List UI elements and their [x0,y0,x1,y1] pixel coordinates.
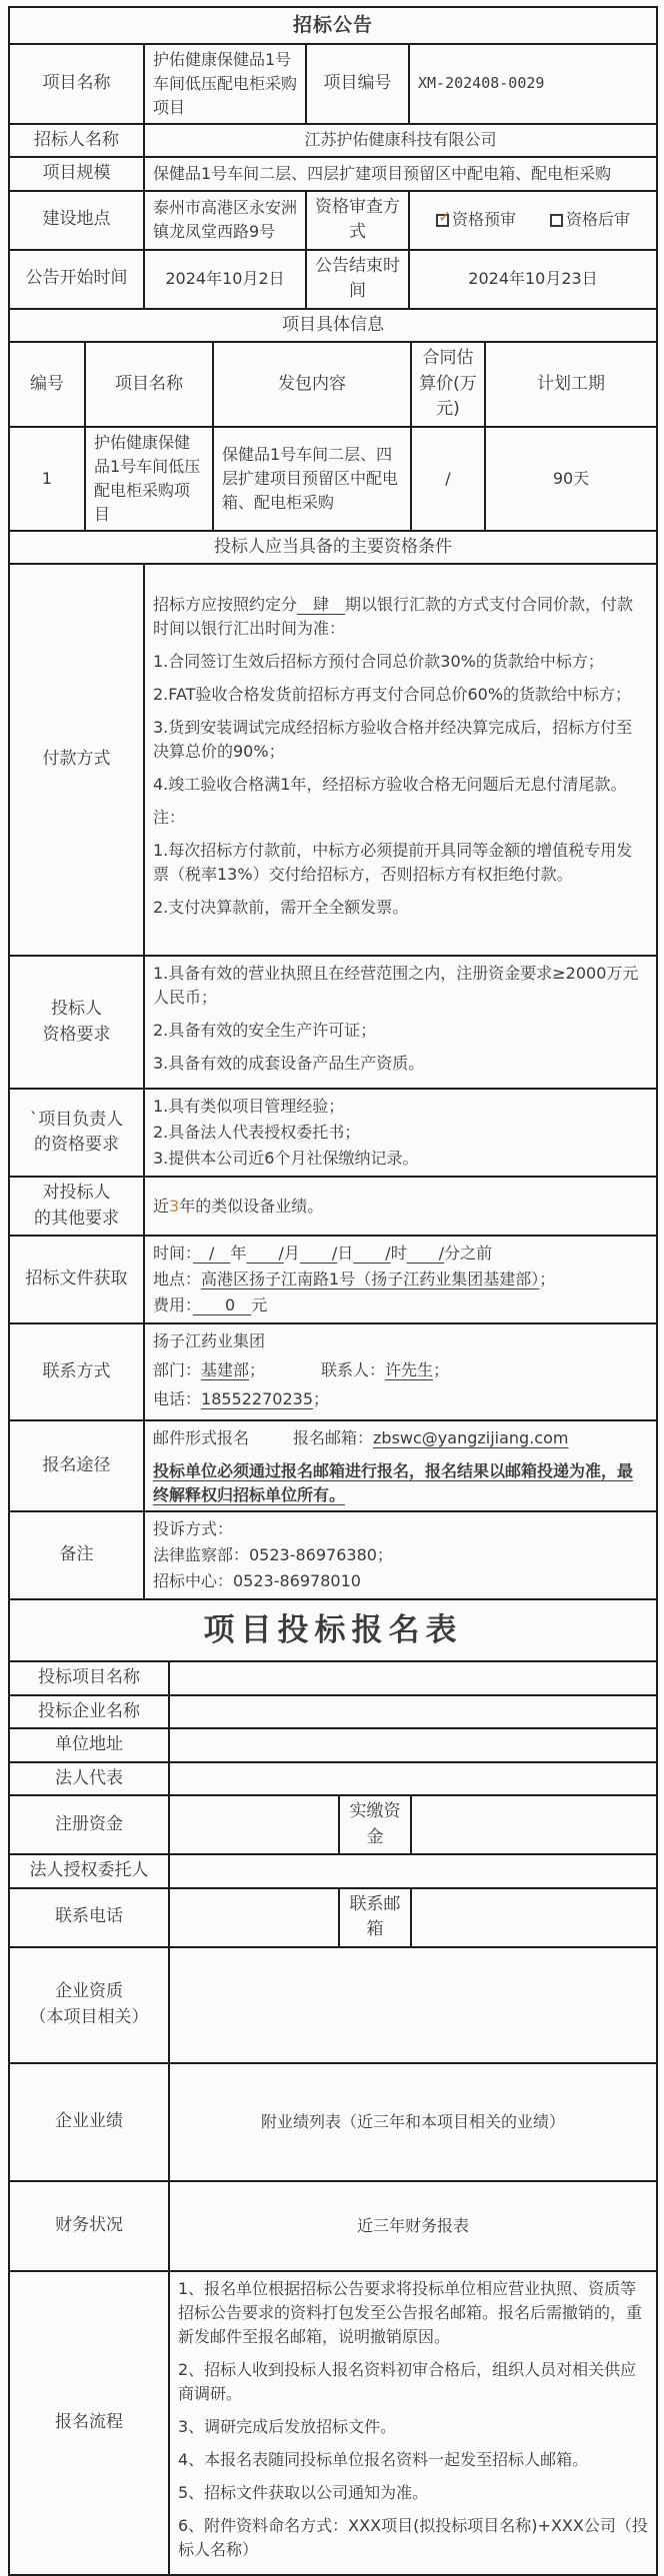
announce-end-value: 2024年10月23日 [409,250,657,309]
column-header-estimated-price: 合同估算价(万元) [411,342,485,427]
form-company-name-label: 投标企业名称 [9,1695,169,1729]
prequalification-option-label: 资格预审 [451,210,516,229]
project-manager-requirements-label [9,1089,144,1177]
place-label: 地点： [153,1270,202,1288]
table-row [9,427,657,531]
form-legal-rep-value [169,1762,657,1796]
form-company-qualification-label [9,1947,169,2063]
bidder-qualification-header: 投标人应当具备的主要资格条件 [9,531,657,565]
payment-item: 4.竣工验收合格满1年，经招标方验收合格无问题后无息付清尾款。 [153,775,627,794]
time-blank: / [193,1244,231,1263]
postqualification-option-label: 资格后审 [566,210,631,229]
form-authorized-agent-label: 法人授权委托人 [9,1854,169,1888]
row-planned-duration-cell: 90天 [485,427,657,531]
payment-installments-blank: 肆 [297,595,346,614]
form-performance-value: 附业绩列表（近三年和本项目相关的业绩） [169,2063,657,2181]
dept-punct: ； [249,1360,266,1379]
remarks-content [144,1511,657,1599]
form-paid-capital-value [411,1795,657,1854]
contact-person-value: 许先生 [385,1360,434,1379]
acquisition-time-line [153,1242,648,1266]
form-paid-capital-label: 实缴资金 [339,1795,411,1854]
announcement-title: 招标公告 [9,7,657,44]
dept-label: 部门： [153,1360,202,1379]
document-acquisition-content [144,1236,657,1323]
column-header-planned-duration: 计划工期 [485,342,657,427]
bidder-requirement-item: 2.具备有效的安全生产许可证； [153,1021,377,1040]
phone-label: 电话： [153,1389,202,1408]
announce-end-label: 公告结束时间 [306,250,409,309]
registration-form-table [8,1598,658,2576]
form-address-label: 单位地址 [9,1728,169,1762]
form-company-qualification-label-line: （本项目相关） [29,2006,149,2027]
registration-channel-label: 报名途径 [9,1420,144,1511]
form-email-label: 联系邮箱 [339,1888,411,1947]
form-company-qualification-label-line: 企业资质 [55,1981,123,2001]
project-number-label: 项目编号 [306,44,409,124]
process-step: 5、招标文件获取以公司通知为准。 [178,2482,429,2502]
time-text: 年 [230,1244,247,1263]
checkbox-checked-icon [436,207,452,227]
other-requirements-label-line: 的其他要求 [34,1208,119,1229]
payment-intro-text: 期以银行汇款的方式支付合同价款，付款时间以银行汇出时间为准： [153,595,634,638]
project-manager-requirements-content [144,1089,657,1177]
time-text: 时 [390,1244,407,1263]
bidder-requirements-label [9,956,144,1089]
other-requirements-years: 3 [169,1196,180,1216]
registration-email-address: zbswc@yangzijiang.com [373,1428,569,1447]
email-registration-text: 邮件形式报名 [153,1428,250,1447]
phone-value: 18552270235 [201,1389,313,1408]
form-registered-capital-value [169,1795,339,1854]
document-acquisition-label: 招标文件获取 [9,1236,144,1323]
registration-form-title: 项目投标报名表 [9,1599,657,1661]
contact-person-punct: ； [433,1360,450,1379]
bidder-requirement-item: 1.具备有效的营业执照且在经营范围之内，注册资金要求≥2000万元人民币； [153,964,639,1007]
payment-method-label: 付款方式 [9,564,144,956]
check-mark-icon: ✓ [437,207,452,226]
contact-info-label: 联系方式 [9,1323,144,1420]
registration-email-line [153,1426,648,1450]
form-company-name-value [169,1695,657,1729]
dept-value: 基建部 [201,1360,250,1379]
qualification-review-label: 资格审查方式 [306,191,409,250]
bidder-requirements-label-line: 投标人 [51,999,102,1019]
remarks-line: 招标中心：0523-86978010 [153,1571,361,1590]
tenderer-name-label: 招标人名称 [9,124,144,158]
manager-requirement-item: 3.提供本公司近6个月社保缴纳记录。 [153,1149,419,1168]
prequalification-checkbox[interactable] [436,207,516,229]
other-requirements-label [9,1177,144,1236]
process-step: 3、调研完成后发放招标文件。 [178,2416,397,2436]
time-blank: / [246,1244,284,1263]
process-step: 1、报名单位根据招标公告要求将投标单位相应营业执照、资质等招标公告要求的资料打包发至公告报名邮箱。报名后需撤销的，重新发邮件至报名邮箱，说明撤销原因。 [178,2278,643,2346]
construction-site-value: 泰州市高港区永安洲镇龙凤堂西路9号 [144,191,306,250]
time-blank: / [299,1244,338,1263]
form-registered-capital-label: 注册资金 [9,1795,169,1854]
column-header-number: 编号 [9,342,85,427]
place-value: 高港区扬子江南路1号（扬子江药业集团基建部） [201,1270,540,1288]
announce-start-value: 2024年10月2日 [144,250,306,309]
form-address-value [169,1728,657,1762]
project-name-value: 护佑健康保健品1号车间低压配电柜采购项目 [144,44,306,124]
process-step: 6、附件资料命名方式：XXX项目(拟投标项目名称)+XXX公司（投标人名称） [178,2515,648,2559]
form-email-value [411,1888,657,1947]
remarks-line: 法律监察部：0523-86976380； [153,1545,393,1564]
other-requirements-label-line: 对投标人 [42,1183,111,1203]
acquisition-place-line [153,1268,648,1291]
row-project-name-cell: 护佑健康保健品1号车间低压配电柜采购项目 [85,427,213,531]
fee-value: 0 [193,1295,252,1314]
payment-intro-text: 招标方应按照约定分 [153,595,298,614]
requirements-table [8,563,658,1600]
time-text: 月 [283,1244,300,1263]
payment-note-item: 1.每次招标方付款前，中标方必须提前开具同等金额的增值税专用发票（税率13%）交付给招标方，否则招标方有权拒绝付款。 [153,841,633,884]
time-blank: / [406,1244,445,1263]
registration-notice: 投标单位必须通过报名邮箱进行报名，报名结果以邮箱投递为准，最终解释权归招标单位所有。 [153,1461,634,1504]
tenderer-name-value: 江苏护佑健康科技有限公司 [144,124,657,158]
manager-requirement-item: 2.具备法人代表授权委托书； [153,1123,361,1142]
form-finance-label: 财务状况 [9,2181,169,2271]
other-requirements-content [144,1177,657,1236]
remarks-line: 投诉方式： [153,1519,234,1538]
announcement-header-table [8,6,658,343]
manager-requirement-item: 1.具有类似项目管理经验； [153,1097,345,1116]
project-number-value: XM-202408-0029 [409,44,657,124]
project-name-label: 项目名称 [9,44,144,124]
checkbox-unchecked-icon [550,214,563,227]
payment-item: 3.货到安装调试完成经招标方验收合格并经决算完成后，招标方付至决算总价的90%； [153,718,633,761]
contact-dept-line [153,1358,648,1382]
postqualification-checkbox[interactable] [550,210,630,229]
time-blank: / [353,1244,391,1263]
row-number-cell: 1 [9,427,85,531]
time-text: 分之前 [444,1244,493,1263]
contact-info-content [144,1323,657,1420]
payment-note-item: 2.支付决算款前，需开全全额发票。 [153,898,409,917]
remarks-label: 备注 [9,1511,144,1599]
payment-method-content [144,564,657,956]
other-requirements-text: 近 [153,1196,170,1216]
place-punct: ； [539,1270,556,1288]
registration-mailbox-label: 报名邮箱： [293,1428,374,1447]
acquisition-fee-line [153,1293,648,1317]
process-step: 2、招标人收到投标人报名资料初审合格后，组织人员对相关供应商调研。 [178,2359,637,2403]
form-finance-value: 近三年财务报表 [169,2181,657,2271]
project-details-header: 项目具体信息 [9,309,657,343]
registration-channel-content [144,1420,657,1511]
contact-company: 扬子江药业集团 [153,1331,266,1350]
time-text: 时间： [153,1244,194,1263]
form-authorized-agent-value [169,1854,657,1888]
project-manager-requirements-label-line: 的资格要求 [34,1135,119,1155]
form-performance-label: 企业业绩 [9,2063,169,2181]
process-step: 4、本报名表随同投标单位报名资料一起发至招标人邮箱。 [178,2449,589,2469]
column-header-project-name: 项目名称 [85,342,213,427]
bidder-requirements-label-line: 资格要求 [42,1024,111,1045]
contact-person-label: 联系人： [321,1360,386,1379]
project-details-table [8,341,658,565]
form-project-name-value [169,1661,657,1695]
other-requirements-text: 年的类似设备业绩。 [179,1196,324,1216]
form-project-name-label: 投标项目名称 [9,1661,169,1695]
project-scale-label: 项目规模 [9,157,144,191]
form-phone-label: 联系电话 [9,1888,169,1947]
fee-label: 费用： [153,1295,194,1314]
bidder-requirement-item: 3.具备有效的成套设备产品生产资质。 [153,1054,425,1073]
column-header-contract-content: 发包内容 [213,342,411,427]
contact-phone-line [153,1387,648,1411]
form-process-label: 报名流程 [9,2271,169,2575]
announce-start-label: 公告开始时间 [9,250,144,309]
bidder-requirements-content [144,956,657,1089]
row-contract-content-cell: 保健品1号车间二层、四层扩建项目预留区中配电箱、配电柜采购 [213,427,411,531]
row-estimated-price-cell: / [411,427,485,531]
qualification-review-value [409,191,657,250]
payment-item: 2.FAT验收合格发货前招标方再支付合同总价60%的货款给中标方； [153,685,632,704]
construction-site-label: 建设地点 [9,191,144,250]
form-legal-rep-label: 法人代表 [9,1762,169,1796]
phone-punct: ； [313,1389,330,1408]
fee-unit: 元 [251,1295,268,1314]
form-phone-value [169,1888,339,1947]
project-scale-value: 保健品1号车间二层、四层扩建项目预留区中配电箱、配电柜采购 [144,157,657,191]
form-process-content [169,2271,657,2575]
payment-note-label: 注： [153,808,186,827]
payment-item: 1.合同签订生效后招标方预付合同总价款30%的货款给中标方； [153,652,604,671]
project-manager-requirements-label-line: `项目负责人 [29,1109,124,1130]
time-text: 日 [337,1244,354,1263]
payment-intro [153,593,648,641]
form-company-qualification-value [169,1947,657,2063]
